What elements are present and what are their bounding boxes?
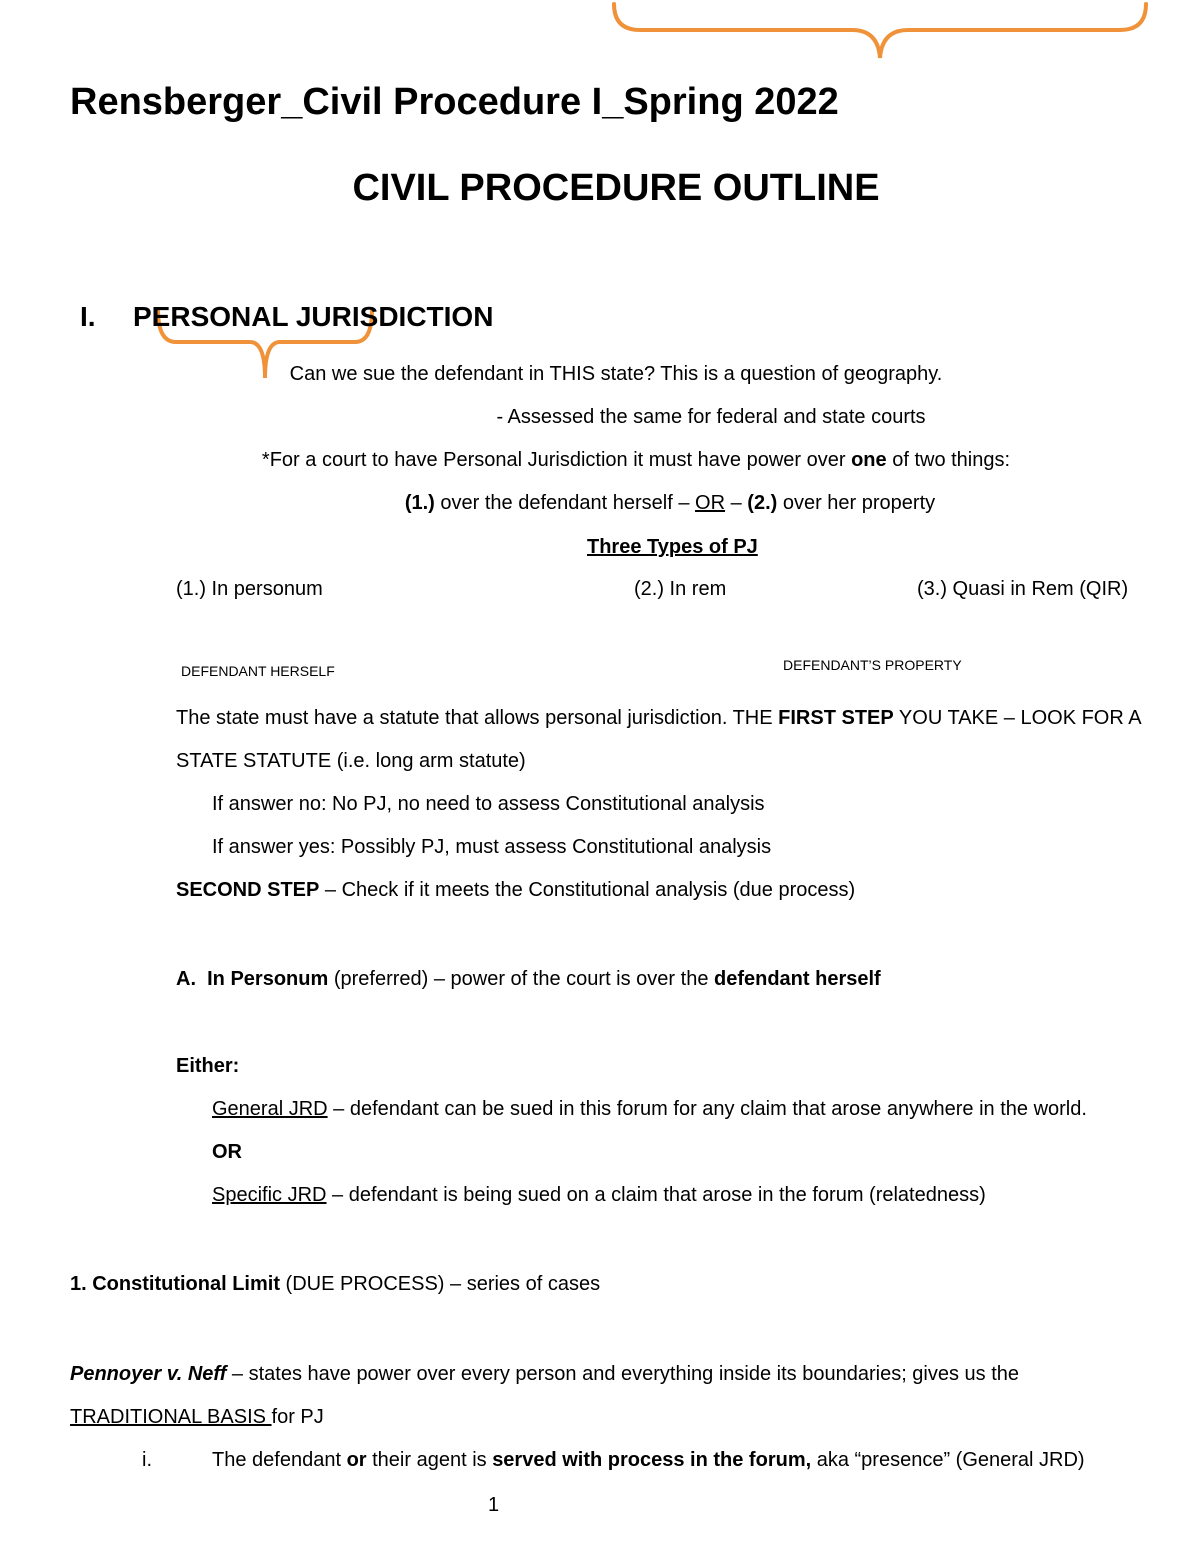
type-in-rem: (2.) In rem xyxy=(634,578,727,600)
list-item-i: The defendant or their agent is served with process in the forum, aka “presence” (General JRD) xyxy=(212,1449,1085,1471)
type-in-personum: (1.) In personum xyxy=(176,578,323,600)
step-one-line-2: STATE STATUTE (i.e. long arm statute) xyxy=(176,750,526,772)
page-number: 1 xyxy=(488,1494,500,1516)
specific-jrd: Specific JRD – defendant is being sued on a claim that arose in the forum (relatedness) xyxy=(212,1184,986,1206)
intro-line-3: *For a court to have Personal Jurisdiction it must have power over one of two things: xyxy=(261,449,1011,471)
section-numeral: I. xyxy=(80,301,96,332)
answer-yes: If answer yes: Possibly PJ, must assess Constitutional analysis xyxy=(212,836,772,858)
types-heading: Three Types of PJ xyxy=(587,536,758,558)
either-label: Either: xyxy=(176,1055,240,1077)
pennoyer-line-1: Pennoyer v. Neff – states have power over every person and everything inside its boundaries; gives us the xyxy=(70,1363,1020,1385)
intro-line-1: Can we sue the defendant in THIS state? This is a question of geography. xyxy=(289,363,943,385)
outline-title: CIVIL PROCEDURE OUTLINE xyxy=(352,167,880,209)
or-label: OR xyxy=(212,1141,242,1163)
answer-no: If answer no: No PJ, no need to assess Constitutional analysis xyxy=(212,793,765,815)
step-two: SECOND STEP – Check if it meets the Constitutional analysis (due process) xyxy=(176,879,856,901)
intro-line-2: - Assessed the same for federal and state courts xyxy=(496,406,926,428)
list-numeral-i: i. xyxy=(142,1449,152,1471)
section-a: A. In Personum (preferred) – power of the court is over the defendant herself xyxy=(176,968,881,990)
step-one-line-1: The state must have a statute that allows personal jurisdiction. THE FIRST STEP YOU TAKE – LOOK FOR A xyxy=(176,707,1142,729)
label-defendant-property: DEFENDANT’S PROPERTY xyxy=(783,657,962,673)
intro-line-4: (1.) over the defendant herself – OR – (2.) over her property xyxy=(404,492,936,514)
general-jrd: General JRD – defendant can be sued in this forum for any claim that arose anywhere in the world. xyxy=(212,1098,1087,1120)
label-defendant-herself: DEFENDANT HERSELF xyxy=(181,663,335,679)
pennoyer-line-2: TRADITIONAL BASIS for PJ xyxy=(70,1406,324,1428)
section-title: PERSONAL JURISDICTION xyxy=(133,301,494,332)
constitutional-limit: 1. Constitutional Limit (DUE PROCESS) – series of cases xyxy=(70,1273,601,1295)
type-quasi-in-rem: (3.) Quasi in Rem (QIR) xyxy=(917,578,1129,600)
document-title: Rensberger_Civil Procedure I_Spring 2022 xyxy=(70,81,839,123)
